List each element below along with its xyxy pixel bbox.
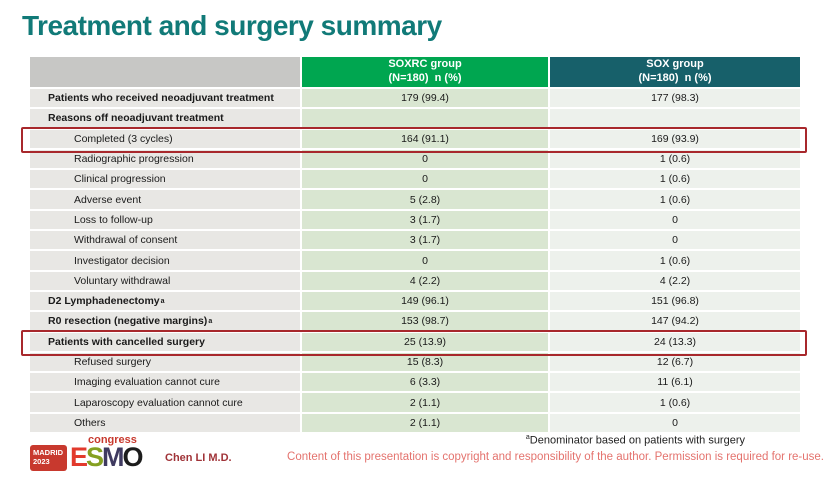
table-row — [30, 393, 800, 413]
sox-header-line2: (N=180) n (%) — [638, 72, 712, 84]
page-title: Treatment and surgery summary — [22, 10, 442, 41]
esmo-congress-logo — [30, 444, 142, 471]
summary-table — [30, 57, 800, 434]
sox-value: 11 (6.1) — [548, 373, 800, 391]
soxrc-value: 15 (8.3) — [300, 353, 548, 371]
esmo-letter: E — [70, 442, 87, 472]
sox-value: 1 (0.6) — [548, 393, 800, 411]
badge-year: 2023 — [33, 456, 50, 466]
table-header-row — [30, 57, 800, 87]
soxrc-value: 0 — [300, 170, 548, 188]
soxrc-value: 2 (1.1) — [300, 414, 548, 432]
soxrc-value: 153 (98.7) — [300, 312, 548, 330]
row-label: Laparoscopy evaluation cannot cure — [30, 393, 300, 411]
sox-value: 24 (13.3) — [548, 333, 800, 351]
sox-value: 1 (0.6) — [548, 170, 800, 188]
table-row — [30, 292, 800, 312]
sox-value: 0 — [548, 231, 800, 249]
sox-value: 0 — [548, 211, 800, 229]
table-row — [30, 251, 800, 271]
row-label: Adverse event — [30, 190, 300, 208]
table-row — [30, 130, 800, 150]
soxrc-value: 149 (96.1) — [300, 292, 548, 310]
congress-label: congress — [88, 434, 137, 446]
table-row — [30, 170, 800, 190]
table-row — [30, 312, 800, 332]
row-label: Withdrawal of consent — [30, 231, 300, 249]
footnote-superscript: a — [525, 434, 530, 441]
table-row — [30, 272, 800, 292]
esmo-letter: O — [122, 442, 142, 472]
sox-header-line1: SOX group — [646, 58, 704, 71]
row-label: Patients with cancelled surgery — [30, 333, 300, 351]
soxrc-header-line1: SOXRC group — [388, 58, 462, 71]
table-row — [30, 414, 800, 434]
table-row — [30, 190, 800, 210]
footnote — [526, 434, 745, 447]
madrid-2023-badge — [30, 445, 67, 471]
row-label: Imaging evaluation cannot cure — [30, 373, 300, 391]
soxrc-column-header — [300, 57, 548, 87]
soxrc-value: 2 (1.1) — [300, 393, 548, 411]
sox-value: 0 — [548, 414, 800, 432]
esmo-wordmark — [70, 444, 142, 471]
row-label: Loss to follow-up — [30, 211, 300, 229]
row-label: Others — [30, 414, 300, 432]
row-label: Radiographic progression — [30, 150, 300, 168]
table-row — [30, 333, 800, 353]
sox-value: 169 (93.9) — [548, 130, 800, 148]
copyright-notice: Content of this presentation is copyright and responsibility of the author. Permission is required for re-use. — [287, 451, 824, 463]
corner-header-cell — [30, 57, 300, 87]
row-label-superscript: a — [160, 297, 165, 305]
soxrc-value: 6 (3.3) — [300, 373, 548, 391]
row-label: Investigator decision — [30, 251, 300, 269]
sox-value: 1 (0.6) — [548, 150, 800, 168]
sox-column-header — [548, 57, 800, 87]
author-name: Chen LI M.D. — [165, 452, 232, 464]
table-row — [30, 373, 800, 393]
soxrc-value: 179 (99.4) — [300, 89, 548, 107]
row-label: Reasons off neoadjuvant treatment — [30, 109, 300, 127]
row-label: Clinical progression — [30, 170, 300, 188]
row-label: Patients who received neoadjuvant treatment — [30, 89, 300, 107]
row-label: Completed (3 cycles) — [30, 130, 300, 148]
soxrc-value — [300, 109, 548, 127]
row-label: Refused surgery — [30, 353, 300, 371]
soxrc-value: 4 (2.2) — [300, 272, 548, 290]
table-row — [30, 231, 800, 251]
badge-city: MADRID — [33, 447, 63, 457]
soxrc-value: 164 (91.1) — [300, 130, 548, 148]
sox-value: 4 (2.2) — [548, 272, 800, 290]
esmo-letter: S — [86, 442, 103, 472]
sox-value: 1 (0.6) — [548, 190, 800, 208]
sox-value — [548, 109, 800, 127]
soxrc-value: 25 (13.9) — [300, 333, 548, 351]
esmo-letter: M — [102, 442, 123, 472]
sox-value: 177 (98.3) — [548, 89, 800, 107]
table-row — [30, 353, 800, 373]
soxrc-value: 5 (2.8) — [300, 190, 548, 208]
soxrc-value: 3 (1.7) — [300, 211, 548, 229]
sox-value: 151 (96.8) — [548, 292, 800, 310]
soxrc-value: 0 — [300, 251, 548, 269]
footnote-text: Denominator based on patients with surgery — [529, 434, 745, 447]
row-label: Voluntary withdrawal — [30, 272, 300, 290]
soxrc-value: 3 (1.7) — [300, 231, 548, 249]
soxrc-header-line2: (N=180) n (%) — [388, 72, 462, 84]
sox-value: 1 (0.6) — [548, 251, 800, 269]
sox-value: 147 (94.2) — [548, 312, 800, 330]
sox-value: 12 (6.7) — [548, 353, 800, 371]
row-label-superscript: a — [208, 317, 213, 325]
soxrc-value: 0 — [300, 150, 548, 168]
table-row — [30, 109, 800, 129]
table-row — [30, 211, 800, 231]
row-label: R0 resection (negative margins) a — [30, 312, 300, 330]
row-label: D2 Lymphadenectomy a — [30, 292, 300, 310]
table-row — [30, 150, 800, 170]
table-body — [30, 89, 800, 434]
table-row — [30, 89, 800, 109]
